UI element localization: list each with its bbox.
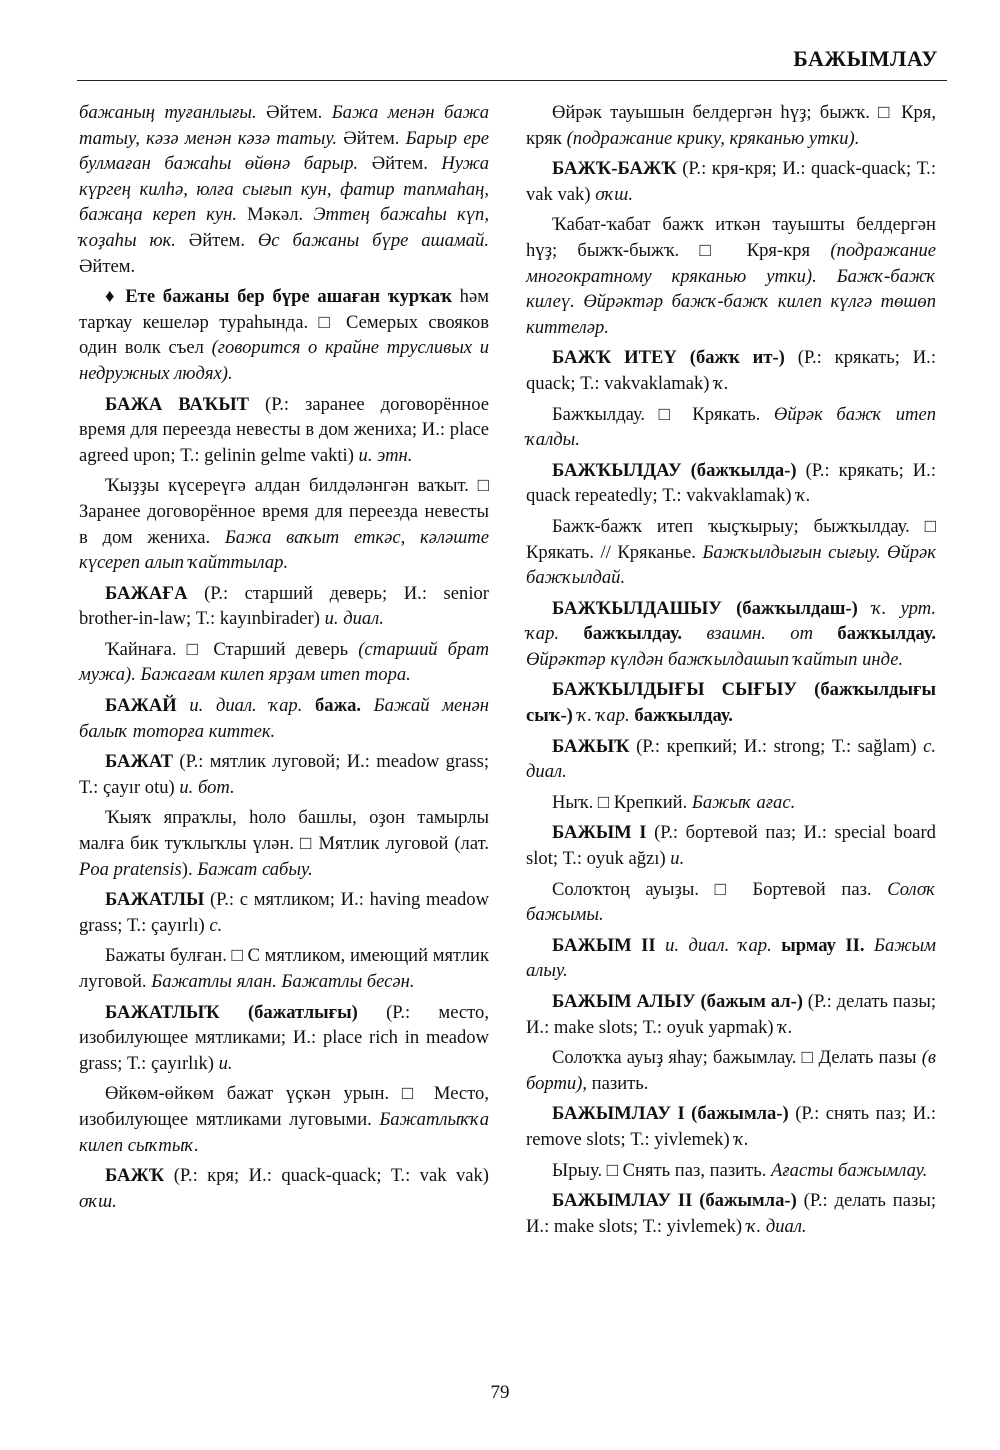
headword: БАЖЫМ II bbox=[552, 934, 656, 956]
italic-text: (старший брат мужа). Бажағам килеп ярҙам итеп тора. bbox=[79, 638, 489, 686]
dictionary-paragraph bbox=[79, 284, 489, 386]
headword: БАЖАТЛЫ bbox=[105, 889, 205, 911]
italic-text: ҡ. bbox=[778, 1016, 793, 1038]
dictionary-paragraph bbox=[526, 877, 936, 928]
italic-text: взаимн. от bbox=[682, 623, 813, 645]
headword: бажҡылдау. bbox=[629, 705, 733, 727]
headword: БАЖАҒА bbox=[105, 582, 188, 604]
italic-text: с. bbox=[209, 914, 223, 936]
text-run: (Р.: крякать; И.: quack; Т.: vakvaklamak) bbox=[526, 347, 936, 394]
headword: БАЖҠ bbox=[105, 1165, 165, 1187]
text-run: Мәкәл. bbox=[237, 204, 314, 226]
italic-text: Бажатлыҡҡа килеп сыҡтыҡ. bbox=[79, 1108, 489, 1156]
italic-text: Бажа менән бажа татыу, кәзә менән кәзә татыу. bbox=[79, 102, 490, 149]
headword: БАЖҠЫЛДАУ (бажҡылда-) bbox=[552, 459, 797, 481]
text-run: һәм тарҡау кешеләр тураһында. □ Семерых свояков один волк съел bbox=[79, 286, 489, 359]
text-run: Солоҡҡа ауыҙ яһау; бажымлау. □ Делать пазы bbox=[552, 1047, 922, 1069]
text-run: (Р.: мятлик луговой; И.: meadow grass; Т.: çayır otu) bbox=[79, 751, 489, 798]
text-run: (Р.: бортевой паз; И.: special board slot; Т.: oyuk ağzı) bbox=[526, 822, 936, 870]
dictionary-paragraph bbox=[526, 734, 936, 785]
italic-text: Бажатлы ялан. Бажатлы бесән. bbox=[151, 971, 415, 992]
running-head: БАЖЫМЛАУ bbox=[793, 46, 938, 71]
dictionary-paragraph bbox=[526, 790, 936, 816]
dictionary-paragraph bbox=[526, 1045, 936, 1096]
headword: БАЖАТЛЫҠ (бажатлығы) bbox=[105, 1001, 358, 1023]
italic-text: ҡ. bbox=[714, 372, 729, 394]
italic-text: (говорится о крайне трусливых и недружных людях). bbox=[79, 337, 490, 384]
text-run: (Р.: крякать; И.: quack repeatedly; Т.: vakvaklamak) bbox=[526, 459, 936, 507]
italic-text: Бажай менән балыҡ тоторға киттек. bbox=[79, 695, 489, 742]
italic-text: ҡ. bbox=[734, 1128, 749, 1150]
text-run: Әйтем. bbox=[358, 153, 442, 175]
dictionary-paragraph bbox=[526, 933, 936, 984]
text-run: Әйтем. bbox=[175, 229, 258, 251]
italic-text: Бажат сабыу. bbox=[197, 858, 313, 880]
italic-text: и. диал. bbox=[324, 608, 384, 630]
italic-text: (подражание крику, кряканью утки). bbox=[566, 127, 860, 149]
text-run: (Р.: крепкий; И.: strong; Т.: sağlam) bbox=[629, 735, 924, 757]
text-run: Әйтем. bbox=[256, 102, 332, 123]
italic-text: (подражание многократному кряканью утки). Бажҡ-бажҡ килеү. Өйрәктәр бажҡ-бажҡ килеп күлгә төшөп киттеләр. bbox=[526, 239, 936, 338]
dictionary-paragraph bbox=[79, 887, 489, 938]
text-run: , пазить. bbox=[582, 1072, 649, 1094]
dictionary-paragraph bbox=[526, 345, 936, 396]
text-run: Ҡыҙҙы күсереүгә алдан билдәләнгән ваҡыт. □ Заранее договорённое время для переезда невесты в дом жениха. bbox=[79, 475, 489, 548]
italic-text: Өйрәктәр күлдән бажҡылдашып ҡайтып инде. bbox=[526, 648, 904, 670]
dictionary-paragraph bbox=[526, 1101, 936, 1152]
headword: БАЖАЙ bbox=[105, 695, 177, 717]
headword: БАЖЫҠ bbox=[552, 735, 630, 757]
left-column bbox=[79, 100, 489, 1219]
italic-text: Эттең бажаһы күп, ҡоҙаһы юк. bbox=[79, 204, 489, 251]
dictionary-paragraph bbox=[526, 402, 936, 453]
dictionary-paragraph bbox=[79, 473, 489, 575]
text-run: (Р.: делать пазы; И.: make slots; Т.: oyuk yapmak) bbox=[526, 991, 937, 1038]
headword: бажҡылдау. bbox=[559, 623, 683, 645]
dictionary-paragraph bbox=[79, 1081, 489, 1158]
italic-text: и. бот. bbox=[179, 776, 235, 798]
italic-text: Бажҡылдығын сығыу. Өйрәк бажҡылдай. bbox=[526, 541, 936, 589]
italic-text: бажаның туғанлығы. bbox=[79, 102, 257, 123]
italic-text: ҡ. диал. bbox=[746, 1215, 807, 1237]
italic-text: ҡ. урт. ҡар. bbox=[526, 597, 936, 645]
headword: БАЖА ВАҠЫТ bbox=[105, 393, 250, 415]
headword: БАЖЫМЛАУ I (бажымла-) bbox=[552, 1103, 789, 1125]
text-run: Әйтем. bbox=[337, 127, 406, 149]
dictionary-paragraph bbox=[526, 458, 936, 509]
text-run: Ырыу. □ Снять паз, пазить. bbox=[552, 1159, 772, 1181]
italic-text: и. диал. ҡар. bbox=[176, 695, 303, 717]
italic-text: Солоҡ бажымы. bbox=[526, 878, 936, 926]
italic-text: Бажым алыу. bbox=[526, 934, 937, 982]
dictionary-paragraph bbox=[526, 514, 936, 591]
text-run: Ҡабат-ҡабат бажҡ иткән тауышты белдергән һүҙ; быжҡ-быжҡ. □ Кря-кря bbox=[526, 214, 936, 261]
italic-text: ҡ. bbox=[796, 485, 811, 507]
italic-text: и. этн. bbox=[358, 444, 413, 466]
text-run: (Р.: кря-кря; И.: quack-quack; Т.: vak vak) bbox=[526, 158, 936, 205]
text-run: Ҡайнаға. □ Старший деверь bbox=[105, 638, 359, 660]
italic-text: Барыр ере булмаған бажаһы өйөнә барыр. bbox=[79, 127, 489, 175]
dictionary-paragraph bbox=[79, 1163, 489, 1214]
dictionary-paragraph bbox=[79, 805, 489, 882]
header-rule bbox=[77, 80, 947, 81]
italic-text: с. диал. bbox=[526, 735, 936, 783]
headword: БАЖҠ ИТЕҮ (бажҡ ит-) bbox=[552, 347, 785, 369]
italic-text: Нужа күргең килһә, юлға сығып кун, фатир тапмаһаң, бажаңа кереп кун. bbox=[79, 153, 489, 226]
text-run: (Р.: с мятликом; И.: having meadow grass; Т.: çayırlı) bbox=[79, 889, 489, 936]
dictionary-paragraph bbox=[79, 943, 489, 994]
headword: ♦ Ете бажаны бер бүре ашаған ҡурҡаҡ bbox=[105, 286, 452, 308]
text-run: Ныҡ. □ Крепкий. bbox=[552, 791, 692, 813]
dictionary-paragraph bbox=[526, 100, 936, 151]
dictionary-paragraph bbox=[79, 637, 489, 688]
dictionary-paragraph bbox=[526, 212, 936, 340]
dictionary-paragraph bbox=[526, 989, 936, 1040]
headword: ырмау II. bbox=[771, 934, 865, 956]
headword: БАЖЫМ АЛЫУ (бажым ал-) bbox=[552, 991, 803, 1012]
dictionary-paragraph bbox=[526, 156, 936, 207]
text-run: Бажаты булған. □ С мятликом, имеющий мятлик луговой. bbox=[79, 945, 489, 992]
text-run: (Р.: место, изобилующее мятликами; И.: place rich in meadow grass; Т.: çayırlık) bbox=[79, 1001, 489, 1074]
dictionary-paragraph bbox=[79, 392, 489, 469]
text-run: Солоҡтоң ауыҙы. □ Бортевой паз. bbox=[552, 878, 888, 900]
headword: БАЖАТ bbox=[105, 751, 174, 773]
text-run: ). bbox=[181, 858, 198, 880]
italic-text: Бажыҡ ағас. bbox=[691, 791, 796, 813]
italic-text: и. диал. ҡар. bbox=[655, 934, 772, 956]
dictionary-paragraph bbox=[526, 596, 936, 673]
page-number: 79 bbox=[490, 1382, 510, 1403]
text-run: Бажҡ-бажҡ итеп ҡыҫҡырыу; быжҡылдау. □ Крякать. // Кряканье. bbox=[526, 515, 936, 563]
dictionary-paragraph bbox=[79, 693, 489, 744]
italic-text: Өс бажаны бүре ашамай. bbox=[257, 229, 489, 251]
italic-text: (в борти) bbox=[526, 1047, 936, 1094]
headword: бажа. bbox=[302, 695, 362, 717]
text-run: Бажҡылдау. □ Крякать. bbox=[552, 403, 774, 425]
text-run: (Р.: кря; И.: quack-quack; Т.: vak vak) bbox=[164, 1165, 489, 1187]
italic-text: ҡ. ҡар. bbox=[572, 705, 630, 727]
headword: БАЖҠ-БАЖҠ bbox=[552, 158, 677, 180]
italic-text: Бажа ваҡыт еткәс, кәләште күсереп алып ҡайттылар. bbox=[79, 526, 489, 574]
dictionary-paragraph bbox=[526, 677, 936, 728]
dictionary-paragraph bbox=[79, 581, 489, 632]
text-run: (Р.: старший деверь; И.: senior brother-in-law; Т.: kayınbirader) bbox=[79, 582, 489, 630]
headword: БАЖҠЫЛДАШЫУ (бажҡылдаш-) bbox=[552, 597, 858, 619]
text-run: (Р.: снять паз; И.: remove slots; Т.: yivlemek) bbox=[526, 1103, 937, 1150]
dictionary-paragraph bbox=[526, 1188, 936, 1239]
headword: БАЖЫМ I bbox=[552, 822, 647, 844]
text-run: Ҡыяҡ япраҡлы, һоло башлы, оҙон тамырлы малға бик туҡлыҡлы үлән. □ Мятлик луговой (лат. bbox=[79, 807, 489, 855]
dictionary-paragraph bbox=[79, 1000, 489, 1077]
text-run: Әйтем. bbox=[79, 255, 136, 277]
dictionary-paragraph bbox=[526, 820, 936, 871]
text-run: Өйрәк тауышын белдергән һүҙ; быжҡ. □ Кря, кряк bbox=[526, 102, 936, 149]
right-column bbox=[526, 100, 936, 1244]
italic-text: и. bbox=[218, 1052, 233, 1074]
text-run: (Р.: делать пазы; И.: make slots; Т.: yivlemek) bbox=[526, 1190, 937, 1237]
dictionary-paragraph bbox=[79, 749, 489, 800]
text-run: Өйкөм-өйкөм бажат үҫкән урын. □ Место, изобилующее мятликами луговыми. bbox=[79, 1083, 489, 1130]
dictionary-paragraph bbox=[526, 1158, 936, 1184]
italic-text: Өйрәк бажҡ итеп ҡалды. bbox=[526, 403, 936, 451]
headword: БАЖЫМЛАУ II (бажымла-) bbox=[552, 1190, 797, 1212]
dictionary-paragraph bbox=[79, 100, 489, 279]
italic-text: оҡш. bbox=[79, 1190, 117, 1212]
headword: бажҡылдау. bbox=[813, 623, 936, 645]
italic-text: оҡш. bbox=[595, 183, 633, 205]
italic-text: Poa pratensis bbox=[79, 858, 182, 880]
text-run: (Р.: заранее договорённое время для переезда невесты в дом жениха; И.: place agreed upon; Т.: gelinin gelme vakti) bbox=[79, 393, 489, 466]
italic-text: и. bbox=[670, 848, 685, 870]
headword: БАЖҠЫЛДЫҒЫ СЫҒЫУ (бажҡылдығы сыҡ-) bbox=[526, 679, 936, 727]
italic-text: Ағасты бажымлау. bbox=[771, 1159, 928, 1181]
